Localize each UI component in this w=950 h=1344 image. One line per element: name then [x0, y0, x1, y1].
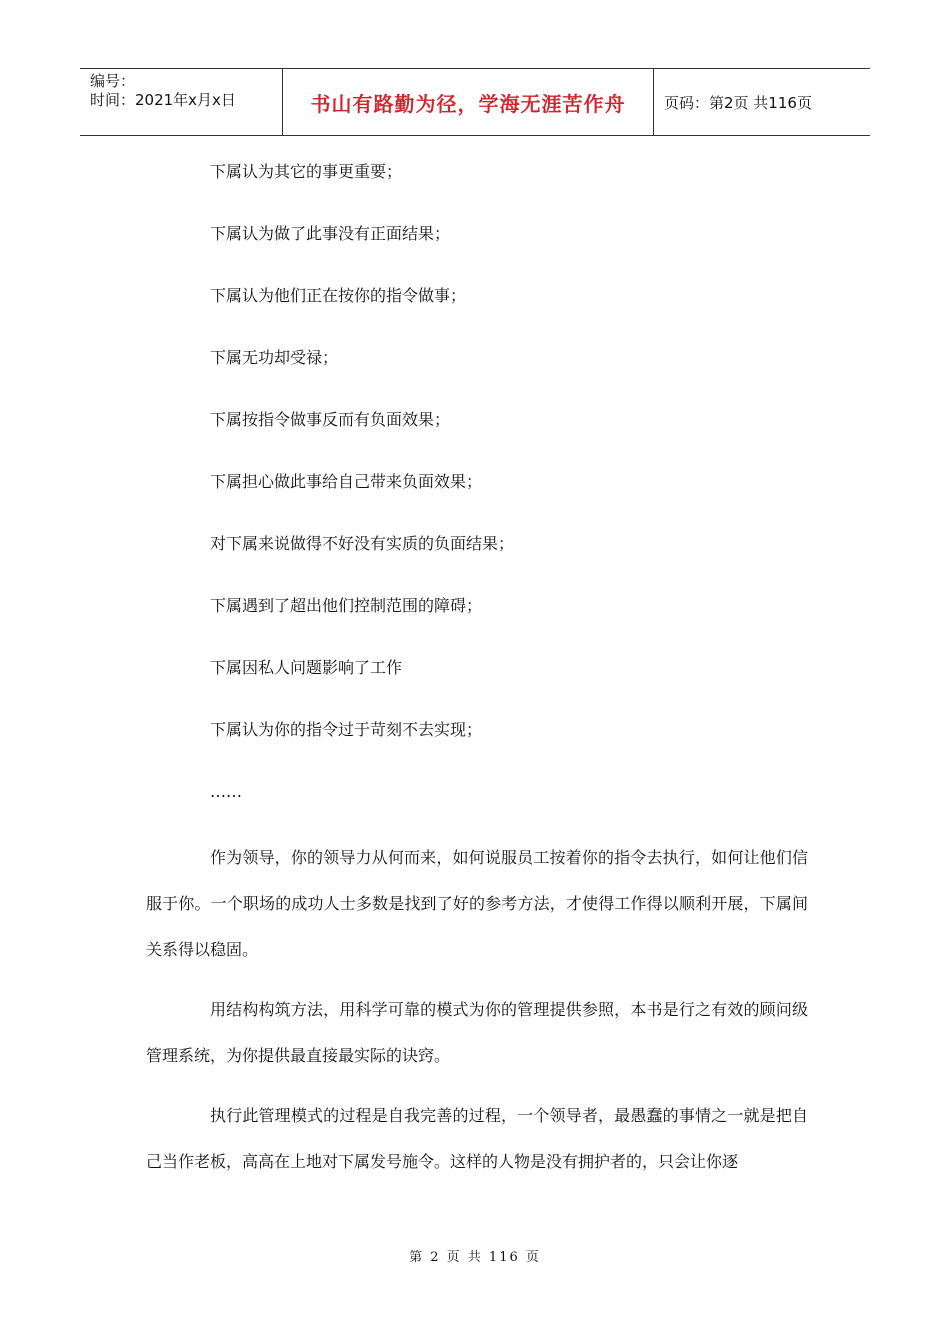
page-header — [80, 68, 870, 136]
list-item: 下属因私人问题影响了工作 — [210, 658, 403, 677]
header-left-cell — [80, 69, 282, 135]
header-motto: 书山有路勤为径，学海无涯苦作舟 — [310, 91, 626, 116]
page-footer: 第 2 页 共 116 页 — [409, 1250, 541, 1265]
list-item: 下属认为做了此事没有正面结果； — [210, 224, 451, 243]
body-paragraph: 作为领导，你的领导力从何而来，如何说服员工按着你的指令去执行，如何让他们信服于你。一个职场的成功人士多数是找到了好的参考方法，才使得工作得以顺利开展，下属间关系得以稳固。 — [146, 848, 808, 959]
header-motto-cell — [282, 69, 654, 135]
list-item: 下属担心做此事给自己带来负面效果； — [210, 472, 483, 491]
header-right-cell — [654, 69, 870, 135]
list-item: 下属认为其它的事更重要； — [210, 162, 403, 181]
list-item-ellipsis: …… — [210, 782, 242, 801]
list-item: 下属按指令做事反而有负面效果； — [210, 410, 451, 429]
document-number-label: 编号： — [90, 72, 136, 90]
list-item: 下属认为他们正在按你的指令做事； — [210, 286, 467, 305]
header-page-info: 页码：第2页 共116页 — [664, 93, 812, 112]
list-item: 对下属来说做得不好没有实质的负面结果； — [210, 534, 515, 553]
document-date: 时间：2021年x月x日 — [90, 91, 236, 109]
body-paragraph: 执行此管理模式的过程是自我完善的过程，一个领导者，最愚蠢的事情之一就是把自己当作老板，高高在上地对下属发号施令。这样的人物是没有拥护者的，只会让你逐 — [146, 1106, 808, 1171]
body-paragraph: 用结构构筑方法，用科学可靠的模式为你的管理提供参照，本书是行之有效的顾问级管理系统，为你提供最直接最实际的诀窍。 — [146, 1000, 808, 1065]
list-item: 下属无功却受禄； — [210, 348, 339, 367]
list-item: 下属认为你的指令过于苛刻不去实现； — [210, 720, 483, 739]
list-item: 下属遇到了超出他们控制范围的障碍； — [210, 596, 483, 615]
